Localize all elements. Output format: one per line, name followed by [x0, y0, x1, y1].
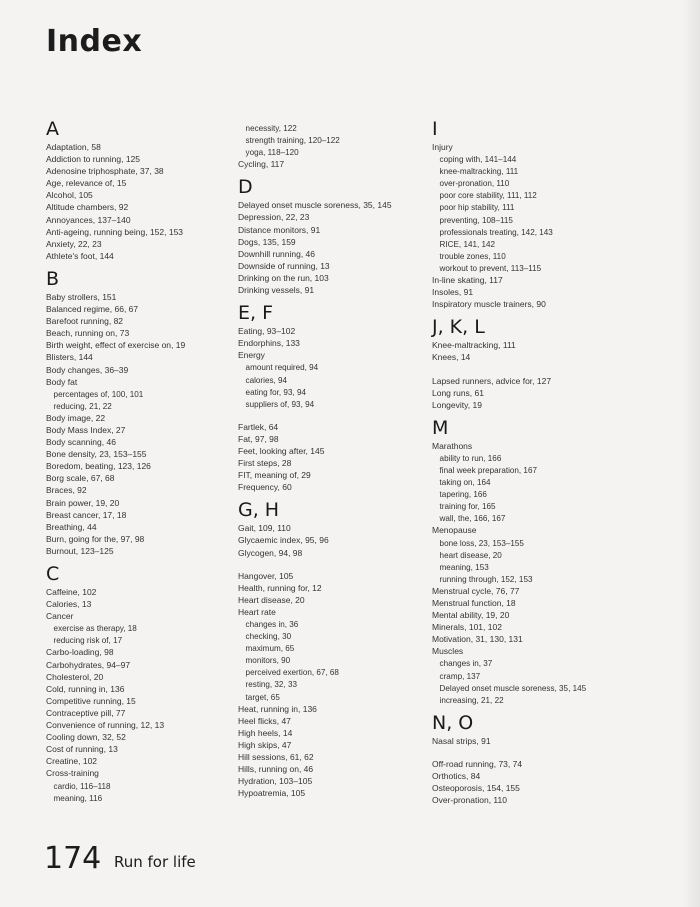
- index-subentry: professionals treating, 142, 143: [439, 226, 553, 237]
- index-entry: Delayed onset muscle soreness, 35, 145: [238, 200, 392, 211]
- index-entry: Body Mass Index, 27: [46, 424, 126, 435]
- index-entry: Hill sessions, 61, 62: [238, 752, 314, 763]
- index-entry: Adaptation, 58: [46, 142, 101, 152]
- index-entry: Endorphins, 133: [238, 338, 300, 349]
- index-entry: Depression, 22, 23: [238, 212, 310, 223]
- index-letter-heading: C: [46, 563, 60, 585]
- index-entry: High skips, 47: [238, 739, 292, 750]
- index-entry: Downhill running, 46: [238, 248, 316, 259]
- index-column-3: [432, 118, 612, 806]
- index-entry: Motivation, 31, 130, 131: [432, 634, 523, 645]
- index-entry: Lapsed runners, advice for, 127: [432, 375, 552, 386]
- index-subentry: training for, 165: [439, 501, 496, 512]
- index-subentry: bone loss, 23, 153–155: [439, 537, 524, 548]
- index-subentry: resting, 32, 33: [245, 679, 297, 690]
- index-letter-heading: D: [238, 176, 253, 199]
- index-subentry: percentages of, 100, 101: [53, 388, 144, 399]
- index-entry: Gait, 109, 110: [238, 523, 291, 534]
- index-entry: First steps, 28: [238, 458, 292, 469]
- index-entry: Contraceptive pill, 77: [46, 707, 126, 718]
- index-subentry: suppliers of, 93, 94: [245, 398, 315, 409]
- index-subentry: increasing, 21, 22: [439, 694, 504, 705]
- index-entry: Fartlek, 64: [238, 421, 279, 432]
- index-entry: Heel flicks, 47: [238, 715, 291, 726]
- index-entry: Body changes, 36–39: [46, 364, 129, 375]
- index-letter-heading: I: [432, 118, 438, 140]
- index-subentry: reducing risk of, 17: [53, 635, 123, 646]
- index-entry: Bone density, 23, 153–155: [46, 449, 147, 460]
- index-subentry: amount required, 94: [245, 362, 319, 373]
- index-entry: Fat, 97, 98: [238, 433, 279, 444]
- index-subentry: knee-maltracking, 111: [439, 166, 519, 177]
- index-subentry: exercise as therapy, 18: [53, 623, 137, 634]
- index-subentry: Delayed onset muscle soreness, 35, 145: [439, 682, 587, 693]
- index-entry: Hydration, 103–105: [238, 776, 313, 787]
- index-entry: Drinking vessels, 91: [238, 285, 315, 296]
- index-entry: Baby strollers, 151: [46, 291, 117, 302]
- index-entry: Cooling down, 32, 52: [46, 732, 126, 743]
- index-entry: Hills, running on, 46: [238, 764, 314, 775]
- index-entry: Burnout, 123–125: [46, 545, 114, 556]
- index-entry: Minerals, 101, 102: [432, 622, 502, 633]
- index-subentry: running through, 152, 153: [439, 573, 533, 584]
- index-entry: Carbohydrates, 94–97: [46, 659, 131, 670]
- index-subentry: strength training, 120–122: [245, 135, 340, 146]
- index-entry: Health, running for, 12: [238, 582, 322, 593]
- index-subentry: perceived exertion, 67, 68: [245, 667, 339, 678]
- index-entry: Addiction to running, 125: [46, 154, 141, 165]
- index-entry: Eating, 93–102: [238, 326, 296, 337]
- index-subentry: over-pronation, 110: [439, 178, 510, 189]
- index-subentry: ability to run, 166: [439, 452, 502, 463]
- index-entry: FIT, meaning of, 29: [238, 470, 311, 481]
- index-entry: Long runs, 61: [432, 387, 484, 398]
- index-entry: Feet, looking after, 145: [238, 445, 325, 456]
- index-subentry: monitors, 90: [245, 655, 291, 666]
- index-entry: Caffeine, 102: [46, 587, 97, 597]
- index-entry: Energy: [238, 350, 265, 361]
- index-letter-heading: N, O: [432, 711, 474, 734]
- index-subentry: meaning, 116: [53, 792, 103, 803]
- index-subentry: preventing, 108–115: [439, 214, 513, 225]
- index-entry: Barefoot running, 82: [46, 316, 124, 327]
- index-entry: Cancer: [46, 611, 74, 622]
- index-entry: Heart disease, 20: [238, 594, 305, 605]
- index-entry: Glycogen, 94, 98: [238, 547, 303, 558]
- index-letter-heading: J, K, L: [432, 316, 485, 339]
- index-entry: Brain power, 19, 20: [46, 497, 120, 508]
- index-entry: Insoles, 91: [432, 287, 474, 298]
- index-entry: Downside of running, 13: [238, 260, 330, 271]
- index-entry: Annoyances, 137–140: [46, 214, 131, 225]
- index-entry: Menopause: [432, 525, 477, 536]
- index-entry: Off-road running, 73, 74: [432, 758, 523, 769]
- index-subentry: eating for, 93, 94: [245, 386, 306, 397]
- index-entry: Carbo-loading, 98: [46, 647, 114, 658]
- index-entry: Birth weight, effect of exercise on, 19: [46, 340, 186, 351]
- index-subentry: heart disease, 20: [439, 549, 502, 560]
- index-entry: Borg scale, 67, 68: [46, 473, 115, 484]
- page-edge-shadow: [682, 0, 700, 907]
- index-subentry: poor core stability, 111, 112: [439, 190, 537, 201]
- index-entry: Menstrual function, 18: [432, 598, 516, 608]
- index-entry: Knees, 14: [432, 352, 471, 363]
- index-entry: Boredom, beating, 123, 126: [46, 461, 151, 472]
- index-entry: Calories, 13: [46, 599, 92, 610]
- index-entry: Dogs, 135, 159: [238, 236, 296, 247]
- index-entry: Creatine, 102: [46, 756, 98, 767]
- index-entry: Alcohol, 105: [46, 190, 93, 201]
- index-subentry: wall, the, 166, 167: [439, 513, 506, 524]
- index-entry: Mental ability, 19, 20: [432, 610, 510, 621]
- index-entry: Nasal strips, 91: [432, 735, 491, 746]
- index-entry: Competitive running, 15: [46, 695, 136, 706]
- index-entry: Adenosine triphosphate, 37, 38: [46, 166, 164, 177]
- page-title: Index: [46, 24, 143, 59]
- page-number: 174: [44, 841, 102, 876]
- index-entry: Braces, 92: [46, 485, 87, 496]
- index-entry: Convenience of running, 12, 13: [46, 720, 165, 731]
- index-entry: Cycling, 117: [238, 159, 285, 170]
- index-entry: Athlete's foot, 144: [46, 250, 114, 261]
- index-subentry: tapering, 166: [439, 489, 487, 500]
- index-entry: Marathons: [432, 440, 473, 451]
- index-entry: Body scanning, 46: [46, 437, 116, 448]
- index-entry: Breathing, 44: [46, 521, 97, 532]
- index-entry: Muscles: [432, 646, 464, 657]
- index-letter-heading: A: [46, 118, 59, 140]
- index-subentry: coping with, 141–144: [439, 154, 517, 165]
- index-column-1: [46, 118, 226, 804]
- index-subentry: maximum, 65: [245, 643, 295, 654]
- index-entry: Cross-training: [46, 768, 99, 779]
- index-entry: Cost of running, 13: [46, 744, 118, 755]
- index-subentry: reducing, 21, 22: [53, 400, 112, 411]
- index-entry: Heart rate: [238, 606, 276, 617]
- index-entry: Osteoporosis, 154, 155: [432, 783, 520, 794]
- index-letter-heading: E, F: [238, 302, 274, 325]
- index-subentry: workout to prevent, 113–115: [439, 262, 542, 273]
- index-entry: Inspiratory muscle trainers, 90: [432, 299, 546, 310]
- index-entry: Distance monitors, 91: [238, 224, 321, 235]
- index-entry: Knee-maltracking, 111: [432, 340, 516, 351]
- index-subentry: trouble zones, 110: [439, 250, 506, 261]
- index-entry: Cholesterol, 20: [46, 671, 104, 682]
- index-entry: Breast cancer, 17, 18: [46, 509, 127, 520]
- book-title: Run for life: [114, 853, 196, 871]
- index-entry: Drinking on the run, 103: [238, 272, 329, 283]
- index-subentry: cardio, 116–118: [53, 780, 111, 791]
- index-subentry: changes in, 37: [439, 658, 493, 669]
- index-entry: Blisters, 144: [46, 352, 93, 363]
- index-subentry: poor hip stability, 111: [439, 202, 515, 213]
- index-entry: Altitude chambers, 92: [46, 202, 129, 213]
- index-letter-heading: B: [46, 267, 60, 290]
- index-column-2: [238, 122, 418, 799]
- index-entry: Longevity, 19: [432, 399, 482, 410]
- index-subentry: necessity, 122: [245, 123, 297, 133]
- index-entry: Glycaemic index, 95, 96: [238, 535, 329, 546]
- index-subentry: meaning, 153: [439, 561, 489, 572]
- index-entry: Age, relevance of, 15: [46, 178, 127, 189]
- index-subentry: checking, 30: [245, 631, 292, 642]
- index-letter-heading: G, H: [238, 499, 280, 522]
- index-entry: Hypoatremia, 105: [238, 788, 306, 799]
- index-subentry: taking on, 164: [439, 477, 491, 488]
- index-entry: Heat, running in, 136: [238, 703, 317, 714]
- index-entry: Menstrual cycle, 76, 77: [432, 585, 520, 596]
- index-entry: Injury: [432, 142, 453, 152]
- index-entry: High heels, 14: [238, 727, 293, 738]
- index-letter-heading: M: [432, 416, 449, 439]
- index-entry: In-line skating, 117: [432, 275, 503, 286]
- index-subentry: RICE, 141, 142: [439, 238, 496, 249]
- index-subentry: final week preparation, 167: [439, 464, 537, 475]
- index-subentry: target, 65: [245, 691, 280, 702]
- index-entry: Burn, going for the, 97, 98: [46, 533, 145, 544]
- index-entry: Anxiety, 22, 23: [46, 238, 102, 249]
- index-entry: Body image, 22: [46, 412, 106, 423]
- index-entry: Orthotics, 84: [432, 771, 481, 782]
- index-entry: Body fat: [46, 376, 78, 387]
- index-entry: Anti-ageing, running being, 152, 153: [46, 226, 184, 237]
- index-entry: Hangover, 105: [238, 570, 294, 581]
- index-entry: Cold, running in, 136: [46, 683, 125, 694]
- index-entry: Balanced regime, 66, 67: [46, 304, 139, 315]
- index-subentry: changes in, 36: [245, 619, 299, 629]
- index-entry: Beach, running on, 73: [46, 328, 130, 339]
- index-subentry: cramp, 137: [439, 670, 481, 681]
- index-entry: Over-pronation, 110: [432, 795, 507, 806]
- index-subentry: calories, 94: [245, 374, 288, 385]
- index-subentry: yoga, 118–120: [245, 147, 299, 158]
- index-entry: Frequency, 60: [238, 482, 292, 493]
